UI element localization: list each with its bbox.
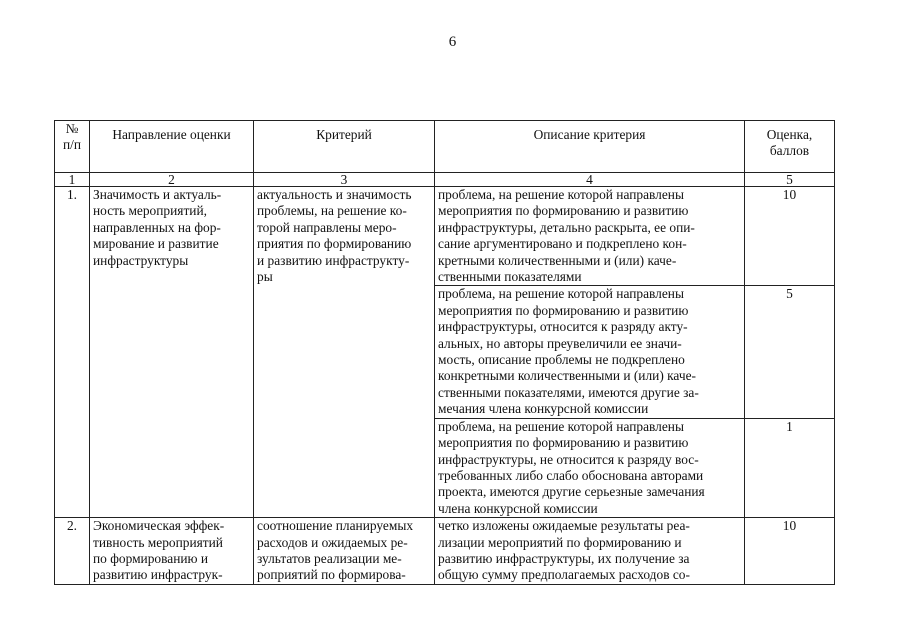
- description-line: мероприятия по формированию и развитию: [438, 435, 689, 451]
- header-description: Описание критерия: [435, 121, 745, 173]
- description-line: требованных либо слабо обоснована авторами: [438, 467, 704, 483]
- description-line: инфраструктуры, не относится к разряду вос-: [438, 451, 699, 467]
- column-number: 4: [435, 173, 745, 187]
- criterion-line: ры: [257, 269, 273, 285]
- direction-line: тивность мероприятий: [93, 534, 223, 550]
- description-line: альных, но авторы преувеличили ее значи-: [438, 335, 682, 351]
- column-number: 1: [55, 173, 90, 187]
- criterion-line: и развитию инфраструкту-: [257, 252, 410, 268]
- row-number: 2.: [55, 518, 90, 585]
- criterion-line: соотношение планируемых: [257, 518, 414, 534]
- description-line: проекта, имеются другие серьезные замечания: [438, 484, 705, 500]
- column-number: 2: [90, 173, 254, 187]
- description-line: кретными количественными и (или) каче-: [438, 252, 677, 268]
- description-line: четко изложены ожидаемые результаты реа-: [438, 518, 690, 534]
- description-line: ственными показателями, имеются другие за-: [438, 384, 699, 400]
- column-number: 5: [745, 173, 835, 187]
- direction-line: ность мероприятий,: [93, 203, 207, 219]
- direction-cell: [90, 518, 254, 585]
- table-row: [55, 187, 835, 286]
- header-score-line: Оценка,: [766, 127, 813, 142]
- header-number-line: №: [65, 121, 79, 136]
- description-line: инфраструктуры, относится к разряду акту-: [438, 319, 688, 335]
- direction-line: Экономическая эффек-: [93, 518, 225, 534]
- description-line: мероприятия по формированию и развитию: [438, 302, 689, 318]
- description-line: конкретными количественными и (или) каче-: [438, 368, 696, 384]
- description-line: мость, описание проблемы не подкреплено: [438, 352, 685, 368]
- description-line: развитию инфраструктуры, их получение за: [438, 550, 690, 566]
- description-cell: [435, 418, 745, 517]
- score-cell: 5: [745, 286, 835, 418]
- description-line: общую сумму предполагаемых расходов со-: [438, 567, 690, 583]
- header-direction: Направление оценки: [90, 121, 254, 173]
- description-cell: [435, 286, 745, 418]
- criterion-line: роприятий по формирова-: [257, 567, 406, 583]
- description-line: члена конкурсной комиссии: [438, 500, 598, 516]
- criterion-line: приятия по формированию: [257, 236, 412, 252]
- direction-line: мирование и развитие: [93, 236, 219, 252]
- direction-line: Значимость и актуаль-: [93, 187, 222, 202]
- header-score-line: баллов: [769, 143, 810, 159]
- header-criterion: Критерий: [254, 121, 435, 173]
- criteria-table: [54, 120, 835, 585]
- row-number: 1.: [55, 187, 90, 518]
- description-cell: [435, 187, 745, 286]
- description-line: ственными показателями: [438, 269, 582, 285]
- description-line: инфраструктуры, детально раскрыта, ее опи-: [438, 219, 695, 235]
- description-cell: [435, 518, 745, 585]
- description-line: проблема, на решение которой направлены: [438, 187, 684, 202]
- table-row: [55, 518, 835, 585]
- description-line: проблема, на решение которой направлены: [438, 286, 684, 302]
- criterion-line: торой направлены меро-: [257, 219, 397, 235]
- page-number: 6: [448, 34, 457, 50]
- description-line: мечания члена конкурсной комиссии: [438, 401, 649, 417]
- header-score: [745, 121, 835, 173]
- description-line: мероприятия по формированию и развитию: [438, 203, 689, 219]
- direction-line: направленных на фор-: [93, 219, 221, 235]
- description-line: лизации мероприятий по формированию и: [438, 534, 682, 550]
- description-line: сание аргументировано и подкреплено кон-: [438, 236, 687, 252]
- criterion-line: расходов и ожидаемых ре-: [257, 534, 408, 550]
- score-cell: 10: [745, 518, 835, 585]
- column-number: 3: [254, 173, 435, 187]
- direction-line: инфраструктуры: [93, 252, 189, 268]
- score-cell: 10: [745, 187, 835, 286]
- criterion-line: проблемы, на решение ко-: [257, 203, 407, 219]
- direction-line: по формированию и: [93, 550, 209, 566]
- header-number: [55, 121, 90, 173]
- table-header-row: [55, 121, 835, 173]
- score-cell: 1: [745, 418, 835, 517]
- column-numbers-row: [55, 173, 835, 187]
- header-number-line: п/п: [62, 137, 82, 153]
- criterion-cell: [254, 187, 435, 518]
- criterion-line: зультатов реализации ме-: [257, 550, 402, 566]
- description-line: проблема, на решение которой направлены: [438, 418, 684, 434]
- criterion-line: актуальность и значимость: [257, 187, 412, 202]
- direction-line: развитию инфраструк-: [93, 567, 223, 583]
- criterion-cell: [254, 518, 435, 585]
- direction-cell: [90, 187, 254, 518]
